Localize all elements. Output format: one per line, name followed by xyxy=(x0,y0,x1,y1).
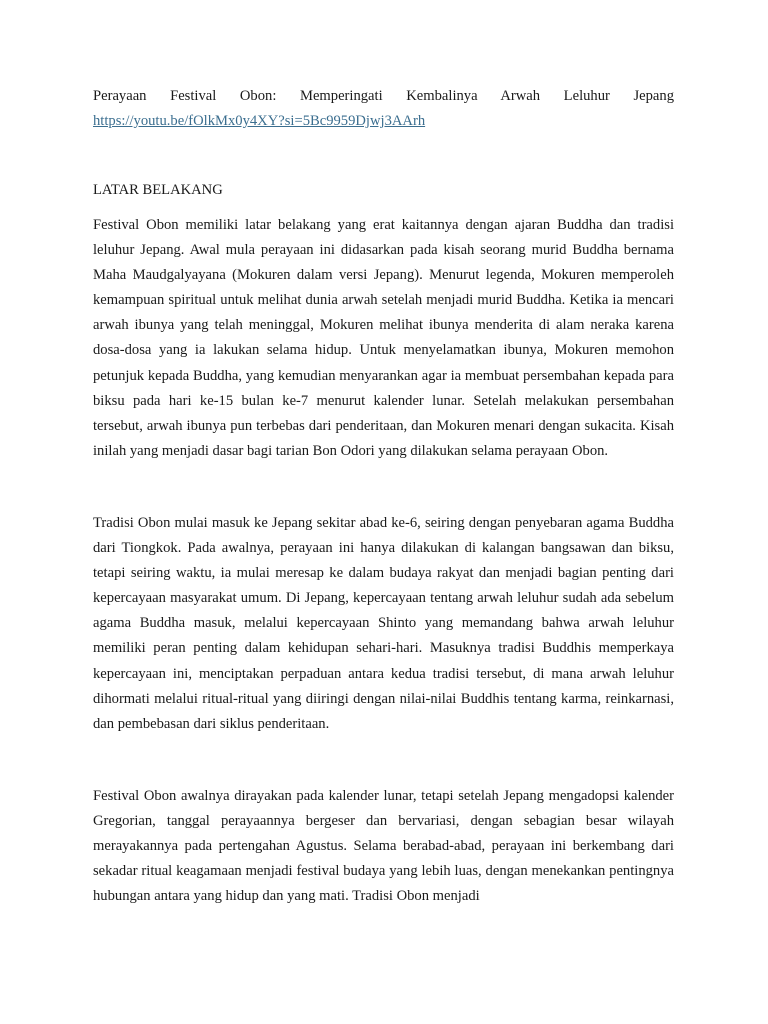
paragraph-1: Festival Obon memiliki latar belakang yang erat kaitannya dengan ajaran Buddha dan tradisi leluhur Jepang. Awal mula perayaan ini didasarkan pada kisah seorang murid Buddha bernama Maha Maudgalyayana (Mokuren dalam versi Jepang). Menurut legenda, Mokuren memperoleh kemampuan spiritual untuk melihat dunia arwah setelah menjadi murid Buddha. Ketika ia mencari arwah ibunya yang telah meninggal, Mokuren melihat ibunya menderita di alam neraka karena dosa-dosa yang ia lakukan selama hidup. Untuk menyelamatkan ibunya, Mokuren memohon petunjuk kepada Buddha, yang kemudian menyarankan agar ia membuat persembahan kepada para biksu pada hari ke-15 bulan ke-7 menurut kalender lunar. Setelah melakukan persembahan tersebut, arwah ibunya pun terbebas dari penderitaan, dan Mokuren menari dengan sukacita. Kisah inilah yang menjadi dasar bagi tarian Bon Odori yang dilakukan selama perayaan Obon. xyxy=(93,217,674,459)
youtube-link[interactable]: https://youtu.be/fOlkMx0y4XY?si=5Bc9959Djwj3AArh xyxy=(93,113,426,129)
paragraph-2: Tradisi Obon mulai masuk ke Jepang sekitar abad ke-6, seiring dengan penyebaran agama Buddha dari Tiongkok. Pada awalnya, perayaan ini hanya dilakukan di kalangan bangsawan dan biksu, tetapi seiring waktu, ia mulai meresap ke dalam budaya rakyat dan menjadi bagian penting dari kepercayaan masyarakat umum. Di Jepang, kepercayaan tentang arwah leluhur sudah ada sebelum agama Buddha masuk, melalui kepercayaan Shinto yang memandang bahwa arwah leluhur memiliki peran penting dalam kehidupan sehari-hari. Masuknya tradisi Buddhis memperkaya kepercayaan ini, menciptakan perpaduan antara kedua tradisi tersebut, di mana arwah leluhur dihormati melalui ritual-ritual yang diiringi dengan nilai-nilai Buddhis tentang karma, reinkarnasi, dan pembebasan dari siklus penderitaan. xyxy=(93,514,674,732)
section-heading: LATAR BELAKANG xyxy=(93,182,223,198)
document-title: Perayaan Festival Obon: Memperingati Kembalinya Arwah Leluhur Jepang xyxy=(93,88,674,104)
paragraph-3: Festival Obon awalnya dirayakan pada kalender lunar, tetapi setelah Jepang mengadopsi kalender Gregorian, tanggal perayaannya bergeser dan bervariasi, dengan sebagian besar wilayah merayakannya pada pertengahan Agustus. Selama berabad-abad, perayaan ini berkembang dari sekadar ritual keagamaan menjadi festival budaya yang lebih luas, dengan menekankan pentingnya hubungan antara yang hidup dan yang mati. Tradisi Obon menjadi xyxy=(93,787,674,905)
document-page xyxy=(93,86,674,909)
